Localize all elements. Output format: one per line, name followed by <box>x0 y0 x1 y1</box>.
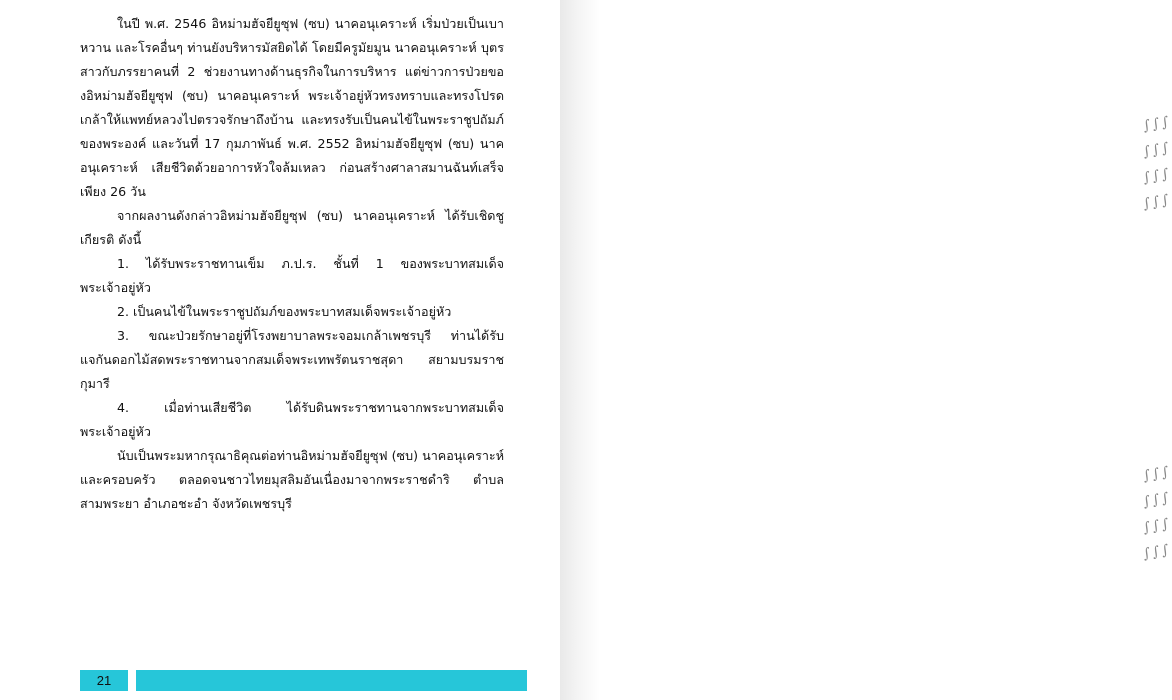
page-curl-icon: ∫∫∫ <box>1141 191 1172 213</box>
page-curl-icon: ∫∫∫ <box>1141 489 1172 511</box>
page-curl-icon: ∫∫∫ <box>1141 515 1172 537</box>
page-curl-icon: ∫∫∫ <box>1141 463 1172 485</box>
body-text <box>80 12 504 516</box>
paragraph-conclusion: นับเป็นพระมหากรุณาธิคุณต่อท่านอิหม่ามฮัจยียูซุฟ (ซบ) นาคอนุเคราะห์ และครอบครัว ตลอดจนชาวไทยมุสลิมอันเนื่องมาจากพระราชดำริ ตำบลสามพระยา อำเภอชะอำ จังหวัดเพชรบุรี <box>80 448 504 511</box>
page-curl-icon: ∫∫∫ <box>1141 541 1172 563</box>
page-footer <box>80 670 527 691</box>
list-item-honor-3: 3. ขณะป่วยรักษาอยู่ที่โรงพยาบาลพระจอมเกล้าเพชรบุรี ท่านได้รับแจกันดอกไม้สดพระราชทานจากสมเด็จพระเทพรัตนราชสุดา สยามบรมราชกุมารี <box>80 328 504 391</box>
page-curl-icon: ∫∫∫ <box>1141 113 1172 135</box>
paragraph-honors-heading: จากผลงานดังกล่าวอิหม่ามฮัจยียูซุฟ (ซบ) นาคอนุเคราะห์ ได้รับเชิดชูเกียรติ ดังนี้ <box>80 208 504 247</box>
paragraph-intro: ในปี พ.ศ. 2546 อิหม่ามฮัจยียูซุฟ (ซบ) นาคอนุเคราะห์ เริ่มป่วยเป็นเบาหวาน และโรคอื่นๆ ท่านยังบริหารมัสยิดได้ โดยมีครูมัยมูน นาคอนุเคราะห์ บุตรสาวกับภรรยาคนที่ 2 ช่วยงานทางด้านธุรกิจในการบริหาร แต่ข่าวการป่วยของอิหม่ามฮัจยียูซุฟ (ซบ) นาคอนุเคราะห์ พระเจ้าอยู่หัวทรงทราบและทรงโปรดเกล้าให้แพทย์หลวงไปตรวจรักษาถึงบ้าน และทรงรับเป็นคนไข้ในพระราชูปถัมภ์ของพระองค์ และวันที่ 17 กุมภาพันธ์ พ.ศ. 2552 อิหม่ามฮัจยียูซุฟ (ซบ) นาคอนุเคราะห์ เสียชีวิตด้วยอาการหัวใจล้มเหลว ก่อนสร้างศาลาสมานฉันท์เสร็จเพียง 26 วัน <box>80 16 504 199</box>
footer-accent-bar <box>136 670 527 691</box>
page-number: 21 <box>80 670 128 691</box>
page-curl-icon: ∫∫∫ <box>1141 139 1172 161</box>
list-item-honor-1: 1. ได้รับพระราชทานเข็ม ภ.ป.ร. ชั้นที่ 1 ของพระบาทสมเด็จพระเจ้าอยู่หัว <box>80 256 504 295</box>
page-curl-icon: ∫∫∫ <box>1141 165 1172 187</box>
document-page <box>0 0 560 700</box>
binding-margin <box>560 0 1172 700</box>
list-item-honor-2: 2. เป็นคนไข้ในพระราชูปถัมภ์ของพระบาทสมเด็จพระเจ้าอยู่หัว <box>117 304 452 319</box>
list-item-honor-4: 4. เมื่อท่านเสียชีวิต ได้รับดินพระราชทานจากพระบาทสมเด็จพระเจ้าอยู่หัว <box>80 400 504 439</box>
